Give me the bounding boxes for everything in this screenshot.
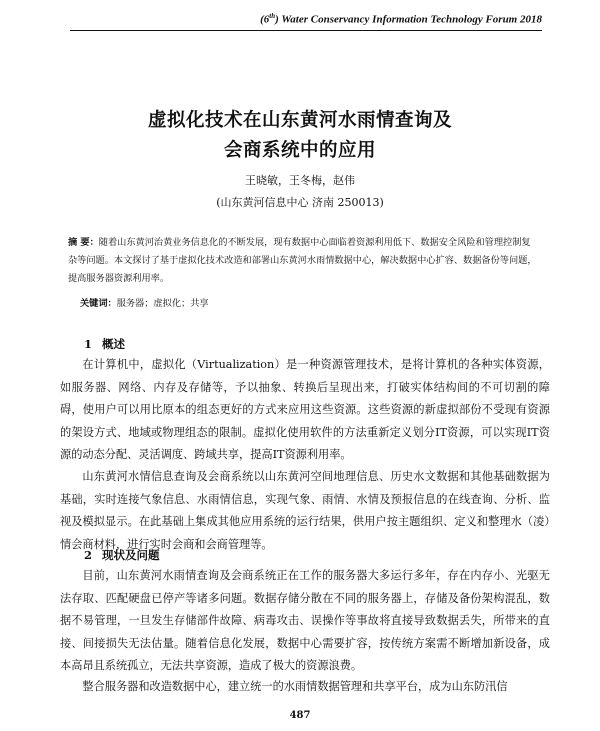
section-title: 现状及问题 (102, 548, 160, 562)
authors: 王晓敏，王冬梅，赵伟 (245, 174, 355, 187)
section-1-paragraph-2: 山东黄河水情信息查询及会商系统以山东黄河空间地理信息、历史水文数据和其他基础数据为基础，实时连接气象信息、水雨情信息，实现气象、雨情、水情及预报信息的在线查询、分析、监视及模拟显示。在此基础上集成其他应用系统的运行结果，供用户按主题组织、定义和整理水（凌）情会商材料，进行实时会商和会商管理等。 (60, 470, 550, 551)
running-header (0, 0, 600, 34)
section-heading-2 (84, 547, 160, 563)
affiliation: (山东黄河信息中心 济南 250013) (216, 196, 384, 209)
section-2-paragraph-1: 目前，山东黄河水雨情查询及会商系统正在工作的服务器大多运行多年，存在内存小、光驱无法存取、匹配硬盘已停产等诸多问题。数据存储分散在不同的服务器上，存储及备份架构混乱，数据不易管理，一旦发生存储部件故障、病毒攻击、误操作等事故将直接导致数据丢失，所带来的直接、间接损失无法估量。随着信息化发展，数据中心需要扩容，按传统方案需不断增加新设备，成本高昂且系统孤立，无法共享资源，造成了极大的资源浪费。 (60, 569, 550, 673)
section-title: 概述 (102, 337, 126, 351)
paper-title-line-2: 会商系统中的应用 (223, 140, 376, 161)
section-number: 1 (84, 337, 93, 351)
header-superscript: th (269, 12, 276, 20)
abstract (68, 234, 538, 288)
abstract-label: 摘 要： (68, 237, 99, 248)
paper-title-line-1: 虚拟化技术在山东黄河水雨情查询及 (147, 110, 452, 131)
journal-header (260, 12, 542, 26)
section-1-paragraph-1: 在计算机中，虚拟化（Virtualization）是一种资源管理技术，是将计算机的各种实体资源，如服务器、网络、内存及存储等，予以抽象、转换后呈现出来，打破实体结构间的不可切割的障碍，使用户可以用比原本的组态更好的方式来应用这些资源。这些资源的新虚拟部份不受现有资源的架设方式、地域或物理组态的限制。虚拟化使用软件的方法重新定义划分IT资源，可以实现IT资源的动态分配、灵活调度、跨域共享，提高IT资源利用率。 (60, 358, 550, 462)
keywords (80, 295, 209, 309)
abstract-text: 随着山东黄河治黄业务信息化的不断发展，现有数据中心面临着资源利用低下、数据安全风险和管理控制复杂等问题。本文探讨了基于虚拟化技术改造和部署山东黄河水雨情数据中心，解决数据中心扩容、数据备份等问题，提高服务器资源利用率。 (68, 237, 537, 284)
page-number: 487 (289, 710, 311, 721)
section-number: 2 (84, 548, 93, 562)
keywords-label: 关键词： (80, 298, 117, 309)
header-prefix: (6 (260, 13, 270, 26)
keywords-text: 服务器；虚拟化；共享 (116, 298, 209, 309)
header-rest: ) Water Conservancy Information Technology Forum 2018 (275, 13, 542, 26)
header-rule (70, 30, 542, 31)
section-2-paragraph-2: 整合服务器和改造数据中心，建立统一的水雨情数据管理和共享平台，成为山东防汛信 (82, 680, 508, 693)
section-heading-1 (84, 336, 125, 352)
